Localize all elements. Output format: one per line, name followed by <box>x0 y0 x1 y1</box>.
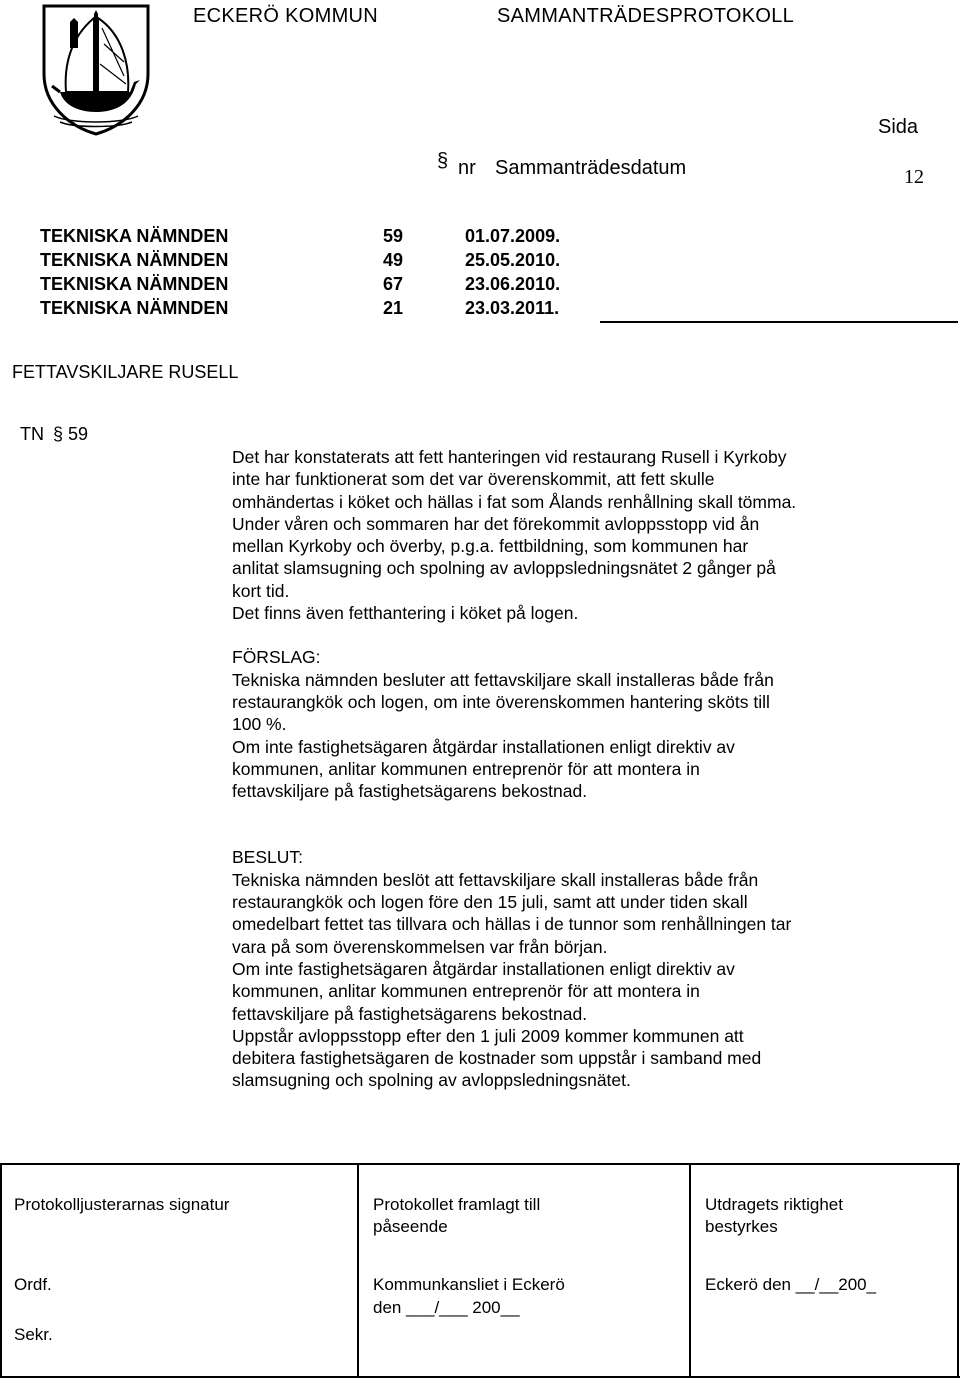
body-line: Det har konstaterats att fett hanteringen vid restaurang Rusell i Kyrkoby <box>232 447 787 467</box>
body-line: omhändertas i köket och hällas i fat som Ålands renhållning skall tömma. <box>232 491 797 512</box>
header-underline <box>600 321 958 323</box>
meeting-nr: 49 <box>383 250 404 270</box>
municipality-name: ECKERÖ KOMMUN <box>193 5 379 27</box>
certification-title-2: bestyrkes <box>705 1217 778 1236</box>
body-line: Om inte fastighetsägaren åtgärdar installationen enligt direktiv av <box>232 736 735 757</box>
meeting-body: TEKNISKA NÄMNDEN <box>40 226 229 246</box>
body-line: anlitat slamsugning och spolning av avloppsledningsnätet 2 gånger på <box>232 558 776 579</box>
body-line: kort tid. <box>232 580 290 601</box>
body-line: restaurangkök och logen före den 15 juli, samt att under tiden skall <box>232 892 748 913</box>
body-line: omedelbart fettet tas tillvara och hällas i de tunnor som renhållningen tar <box>232 914 792 935</box>
meeting-nr: 59 <box>383 226 404 246</box>
body-line: kommunen, anlitar kommunen entreprenör för att montera in <box>232 758 700 779</box>
meeting-date: 25.05.2010. <box>465 250 561 270</box>
ref-paragraph-mark: § <box>53 424 64 444</box>
footer-divider <box>357 1163 359 1378</box>
body-line: Tekniska nämnden besluter att fettavskiljare skall installeras både från <box>232 669 774 690</box>
paragraph-mark: § <box>437 150 449 172</box>
body-line: vara på som överenskommelsen var från början. <box>232 936 608 957</box>
section-title: FETTAVSKILJARE RUSELL <box>12 362 239 382</box>
meeting-date: 23.03.2011. <box>465 298 560 318</box>
footer-right-border <box>957 1163 959 1378</box>
nr-label: nr <box>458 157 476 179</box>
meeting-body: TEKNISKA NÄMNDEN <box>40 250 229 270</box>
signature-title: Protokolljusterarnas signatur <box>14 1195 230 1214</box>
footer-top-border <box>0 1163 960 1165</box>
meeting-nr: 67 <box>383 274 404 294</box>
body-line: restaurangkök och logen, om inte överenskommen hantering sköts till <box>232 691 770 712</box>
footer-bottom-border <box>0 1376 960 1378</box>
section-reference <box>20 424 88 445</box>
chair-label: Ordf. <box>14 1275 52 1294</box>
meeting-body: TEKNISKA NÄMNDEN <box>40 298 229 318</box>
municipality-logo <box>40 4 152 136</box>
body-line: Uppstår avloppsstopp efter den 1 juli 2009 kommer kommunen att <box>232 1025 744 1046</box>
footer-left-border <box>0 1163 2 1378</box>
body-line: Tekniska nämnden beslöt att fettavskiljare skall installeras både från <box>232 869 759 890</box>
meeting-body: TEKNISKA NÄMNDEN <box>40 274 229 294</box>
decision-heading: BESLUT: <box>232 847 303 868</box>
document-type: SAMMANTRÄDESPROTOKOLL <box>497 5 795 27</box>
body-line: kommunen, anlitar kommunen entreprenör för att montera in <box>232 981 700 1002</box>
body-line: Det finns även fetthantering i köket på logen. <box>232 603 579 624</box>
ref-prefix: TN <box>20 424 44 444</box>
posted-title: Protokollet framlagt till <box>373 1195 541 1214</box>
proposal-heading: FÖRSLAG: <box>232 647 321 668</box>
posted-title-2: påseende <box>373 1217 448 1236</box>
body-line: Om inte fastighetsägaren åtgärdar installationen enligt direktiv av <box>232 958 735 979</box>
page-number: 12 <box>904 166 924 188</box>
body-line: fettavskiljare på fastighetsägarens bekostnad. <box>232 1003 588 1024</box>
body-line: slamsugning och spolning av avloppsledningsnätet. <box>232 1070 631 1091</box>
page-label: Sida <box>878 116 919 138</box>
body-line: Under våren och sommaren har det förekommit avloppsstopp vid ån <box>232 513 760 534</box>
body-line: inte har funktionerat som det var överenskommit, att fett skulle <box>232 469 715 490</box>
certification-date: Eckerö den __/__200_ <box>705 1275 877 1294</box>
posted-location: Kommunkansliet i Eckerö <box>373 1275 565 1294</box>
body-line: 100 %. <box>232 714 287 735</box>
body-line: mellan Kyrkoby och överby, p.g.a. fettbildning, som kommunen har <box>232 536 749 557</box>
body-line: debitera fastighetsägaren de kostnader som uppstår i samband med <box>232 1048 762 1069</box>
certification-title: Utdragets riktighet <box>705 1195 843 1214</box>
ref-number: 59 <box>68 424 89 444</box>
date-label: Sammanträdesdatum <box>495 157 687 179</box>
minutes-body <box>232 446 932 1092</box>
body-line: fettavskiljare på fastighetsägarens bekostnad. <box>232 781 588 802</box>
posted-date: den ___/___ 200__ <box>373 1298 520 1317</box>
meeting-date: 23.06.2010. <box>465 274 561 294</box>
footer-divider <box>689 1163 691 1378</box>
secretary-label: Sekr. <box>14 1325 53 1344</box>
meeting-nr: 21 <box>383 298 404 318</box>
meeting-date: 01.07.2009. <box>465 226 561 246</box>
